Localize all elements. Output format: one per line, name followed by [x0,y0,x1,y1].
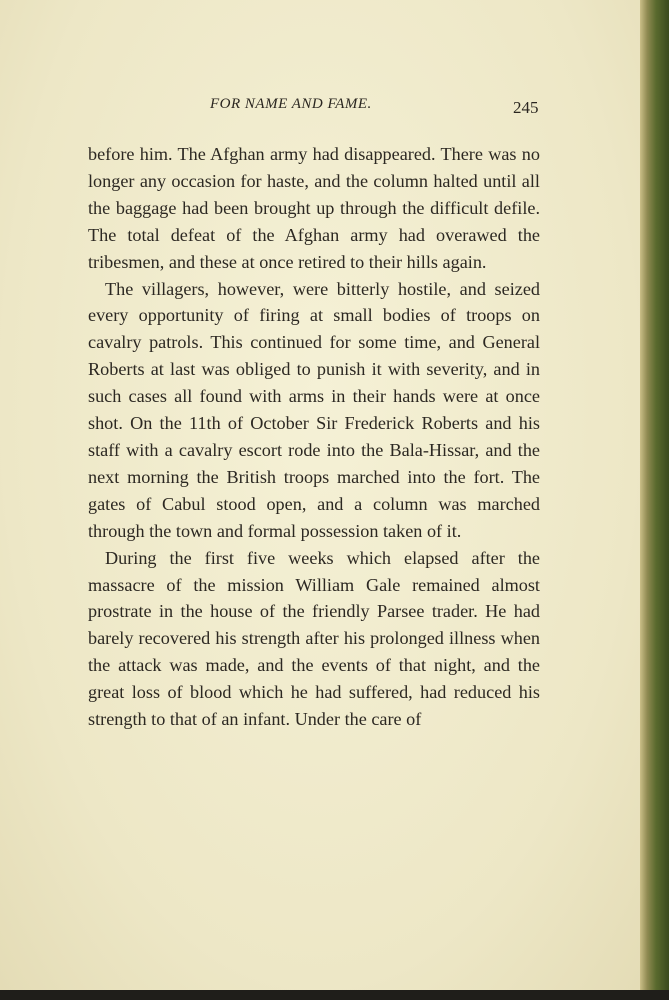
paragraph-2: The villagers, however, were bitterly hostile, and seized every opportunity of firing at small bodies of troops on cavalry patrols. This continued for some time, and General Roberts at last was obliged to punish it with severity, and in such cases all found with arms in their hands were at once shot. On the 11th of October Sir Frederick Roberts and his staff with a cavalry escort rode into the Bala-Hissar, and the next morning the British troops marched into the fort. The gates of Cabul stood open, and a column was marched through the town and formal possession taken of it. [88,278,540,541]
page-bottom-edge [0,990,669,1000]
page-header [0,96,640,126]
page-number: 245 [513,98,539,117]
paragraph-1: before him. The Afghan army had disappeared. There was no longer any occasion for haste, and the column halted until all the baggage had been brought up through the difficult defile. The total defeat of the Afghan army had overawed the tribesmen, and these at once retired to their hills again. [88,144,540,272]
paragraph-3: During the first five weeks which elapsed after the massacre of the mission William Gale remained almost prostrate in the house of the friendly Parsee trader. He had barely recovered his strength after his prolonged illness when the attack was made, and the events of that night, and the great loss of blood which he had suffered, had reduced his strength to that of an infant. Under the care of [88,547,540,730]
running-title: FOR NAME AND FAME. [210,96,372,112]
body-text [88,141,540,733]
book-spine-edge [640,0,669,1000]
